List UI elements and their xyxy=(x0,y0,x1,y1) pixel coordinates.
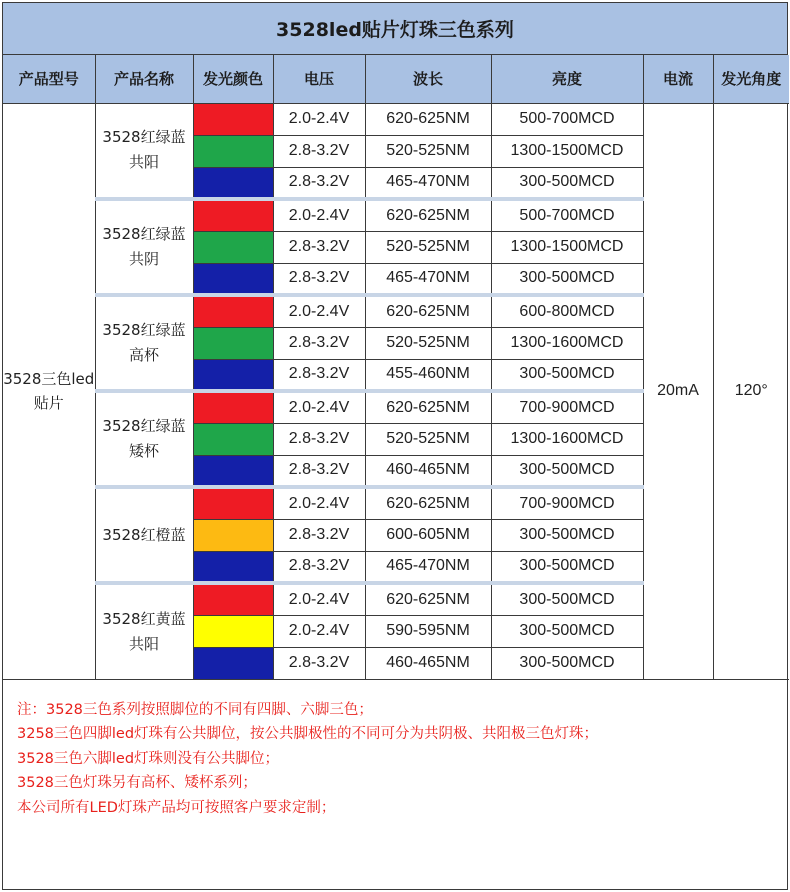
note-line: 3528三色六脚led灯珠则没有公共脚位； xyxy=(17,750,280,767)
color-swatch-cell xyxy=(193,519,273,551)
wavelength-cell: 455-460NM xyxy=(365,359,491,391)
spec-table xyxy=(3,55,789,680)
voltage-cell: 2.0-2.4V xyxy=(273,103,365,135)
color-swatch-cell xyxy=(193,455,273,487)
color-swatch-cell xyxy=(193,359,273,391)
color-swatch-cell xyxy=(193,167,273,199)
color-swatch-cell xyxy=(193,199,273,231)
color-swatch-cell xyxy=(193,231,273,263)
voltage-cell: 2.8-3.2V xyxy=(273,647,365,679)
note-line: 本公司所有LED灯珠产品均可按照客户要求定制； xyxy=(17,799,336,816)
brightness-cell: 700-900MCD xyxy=(491,487,643,519)
blue-color-swatch xyxy=(194,456,273,486)
voltage-cell: 2.0-2.4V xyxy=(273,391,365,423)
wavelength-cell: 460-465NM xyxy=(365,455,491,487)
voltage-cell: 2.8-3.2V xyxy=(273,135,365,167)
voltage-cell: 2.0-2.4V xyxy=(273,487,365,519)
voltage-cell: 2.0-2.4V xyxy=(273,583,365,615)
wavelength-cell: 465-470NM xyxy=(365,263,491,295)
color-swatch-cell xyxy=(193,263,273,295)
brightness-cell: 300-500MCD xyxy=(491,647,643,679)
color-swatch-cell xyxy=(193,647,273,679)
wavelength-cell: 460-465NM xyxy=(365,647,491,679)
current-cell: 20mA xyxy=(643,103,713,679)
header-model: 产品型号 xyxy=(3,55,95,103)
angle-cell: 120° xyxy=(713,103,789,679)
note-line: 3528三色灯珠另有高杯、矮杯系列； xyxy=(17,775,257,791)
brightness-cell: 700-900MCD xyxy=(491,391,643,423)
orange-color-swatch xyxy=(194,520,273,551)
red-color-swatch xyxy=(194,297,273,327)
product-name-cell: 3528红绿蓝共阴 xyxy=(95,199,193,295)
brightness-cell: 300-500MCD xyxy=(491,519,643,551)
product-model-cell: 3528三色led贴片 xyxy=(3,103,95,679)
green-color-swatch xyxy=(194,328,273,359)
blue-color-swatch xyxy=(194,360,273,390)
brightness-cell: 300-500MCD xyxy=(491,583,643,615)
product-name-cell: 3528红绿蓝矮杯 xyxy=(95,391,193,487)
brightness-cell: 1300-1600MCD xyxy=(491,327,643,359)
wavelength-cell: 620-625NM xyxy=(365,103,491,135)
notes-section xyxy=(3,680,787,821)
green-color-swatch xyxy=(194,424,273,455)
color-swatch-cell xyxy=(193,295,273,327)
sheet-title: 3528led贴片灯珠三色系列 xyxy=(3,3,787,55)
voltage-cell: 2.8-3.2V xyxy=(273,167,365,199)
color-swatch-cell xyxy=(193,551,273,583)
voltage-cell: 2.0-2.4V xyxy=(273,615,365,647)
brightness-cell: 1300-1600MCD xyxy=(491,423,643,455)
voltage-cell: 2.8-3.2V xyxy=(273,551,365,583)
wavelength-cell: 465-470NM xyxy=(365,551,491,583)
brightness-cell: 500-700MCD xyxy=(491,199,643,231)
header-color: 发光颜色 xyxy=(193,55,273,103)
color-swatch-cell xyxy=(193,487,273,519)
color-swatch-cell xyxy=(193,583,273,615)
blue-color-swatch xyxy=(194,168,273,198)
product-name-cell: 3528红绿蓝高杯 xyxy=(95,295,193,391)
note-line: 注：3528三色系列按照脚位的不同有四脚、六脚三色； xyxy=(17,701,373,718)
header-name: 产品名称 xyxy=(95,55,193,103)
wavelength-cell: 620-625NM xyxy=(365,391,491,423)
red-color-swatch xyxy=(194,201,273,231)
brightness-cell: 300-500MCD xyxy=(491,455,643,487)
wavelength-cell: 520-525NM xyxy=(365,423,491,455)
table-row xyxy=(3,103,789,135)
voltage-cell: 2.8-3.2V xyxy=(273,519,365,551)
wavelength-cell: 620-625NM xyxy=(365,487,491,519)
header-brightness: 亮度 xyxy=(491,55,643,103)
brightness-cell: 300-500MCD xyxy=(491,615,643,647)
wavelength-cell: 600-605NM xyxy=(365,519,491,551)
brightness-cell: 300-500MCD xyxy=(491,551,643,583)
blue-color-swatch xyxy=(194,552,273,582)
voltage-cell: 2.0-2.4V xyxy=(273,295,365,327)
brightness-cell: 600-800MCD xyxy=(491,295,643,327)
voltage-cell: 2.8-3.2V xyxy=(273,359,365,391)
spec-sheet xyxy=(2,2,788,890)
blue-color-swatch xyxy=(194,648,273,679)
color-swatch-cell xyxy=(193,423,273,455)
brightness-cell: 300-500MCD xyxy=(491,167,643,199)
color-swatch-cell xyxy=(193,391,273,423)
green-color-swatch xyxy=(194,136,273,167)
table-header-row xyxy=(3,55,789,103)
product-name-cell: 3528红黄蓝共阳 xyxy=(95,583,193,679)
brightness-cell: 1300-1500MCD xyxy=(491,231,643,263)
header-wavelength: 波长 xyxy=(365,55,491,103)
voltage-cell: 2.8-3.2V xyxy=(273,327,365,359)
blue-color-swatch xyxy=(194,264,273,294)
brightness-cell: 500-700MCD xyxy=(491,103,643,135)
voltage-cell: 2.8-3.2V xyxy=(273,455,365,487)
table-body xyxy=(3,103,789,679)
note-line: 3258三色四脚led灯珠有公共脚位，按公共脚极性的不同可分为共阴极、共阳极三色灯珠； xyxy=(17,726,599,742)
voltage-cell: 2.8-3.2V xyxy=(273,231,365,263)
color-swatch-cell xyxy=(193,103,273,135)
red-color-swatch xyxy=(194,489,273,519)
wavelength-cell: 590-595NM xyxy=(365,615,491,647)
voltage-cell: 2.8-3.2V xyxy=(273,423,365,455)
wavelength-cell: 620-625NM xyxy=(365,295,491,327)
brightness-cell: 300-500MCD xyxy=(491,263,643,295)
wavelength-cell: 465-470NM xyxy=(365,167,491,199)
color-swatch-cell xyxy=(193,327,273,359)
voltage-cell: 2.8-3.2V xyxy=(273,263,365,295)
wavelength-cell: 520-525NM xyxy=(365,231,491,263)
header-angle: 发光角度 xyxy=(713,55,789,103)
red-color-swatch xyxy=(194,585,273,615)
voltage-cell: 2.0-2.4V xyxy=(273,199,365,231)
wavelength-cell: 520-525NM xyxy=(365,135,491,167)
red-color-swatch xyxy=(194,104,273,135)
product-name-cell: 3528红绿蓝共阳 xyxy=(95,103,193,199)
product-name-cell: 3528红橙蓝 xyxy=(95,487,193,583)
yellow-color-swatch xyxy=(194,616,273,647)
wavelength-cell: 520-525NM xyxy=(365,327,491,359)
green-color-swatch xyxy=(194,232,273,263)
wavelength-cell: 620-625NM xyxy=(365,583,491,615)
color-swatch-cell xyxy=(193,615,273,647)
header-current: 电流 xyxy=(643,55,713,103)
red-color-swatch xyxy=(194,393,273,423)
brightness-cell: 300-500MCD xyxy=(491,359,643,391)
color-swatch-cell xyxy=(193,135,273,167)
brightness-cell: 1300-1500MCD xyxy=(491,135,643,167)
wavelength-cell: 620-625NM xyxy=(365,199,491,231)
header-voltage: 电压 xyxy=(273,55,365,103)
